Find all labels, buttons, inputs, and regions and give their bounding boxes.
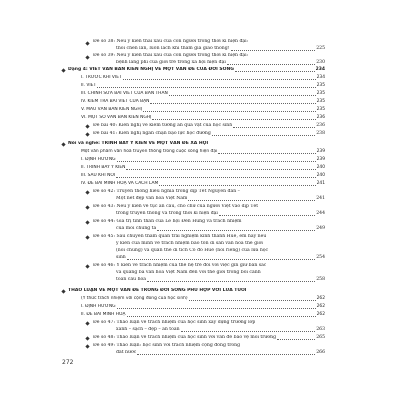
bullet-icon [85,55,89,59]
bullet-icon [85,124,89,128]
dot-leader [231,50,316,51]
bullet-icon [85,344,89,348]
toc-entry-38[interactable] [93,38,325,45]
toc-entry-42[interactable]: Đề số 42: Truyền thống hiếu nghĩa trong dịp Tết Nguyên đán – [93,189,240,194]
toc-entry-44[interactable]: Đề số 44: Giá trị tinh thần của Lễ hội Đền Hùng và trách nhiệm [93,219,242,224]
bullet-icon [85,190,89,194]
bullet-icon [61,289,65,293]
dot-leader [227,64,315,65]
bullet-icon [85,41,89,45]
toc-entry-43[interactable]: Đề số 43: Nêu ý kiến về tục ăn cầu, cho chữ của người Việt vào dịp Tết [93,204,259,209]
toc-entry-45-cont: ý kiến của mình về trách nhiệm bảo tồn di sản văn hóa thế giới [116,241,263,246]
toc-entry-45-cont2: (nói chung) và quần thể di tích Cố đô Huế (nói riêng) của lứa học [116,248,269,253]
toc-entry-49[interactable]: Đề số 49: Thảo luận: học sinh với trách nhiệm cộng đồng trong [93,343,241,348]
toc-section-noi-va-nghe[interactable]: Nói và nghe: TRÌNH BÀY Ý KIẾN VỀ MỘT VẤN ĐỀ XÃ HỘI [68,141,209,146]
toc-entry-39-cont: bệnh lãng phí của giới trẻ trong xã hội hiện đại 230 [116,60,325,65]
toc-chapter-dinh-huong-2[interactable]: I. ĐỊNH HƯỚNG 262 [81,304,325,309]
toc-entry-47[interactable]: Đề số 47: Thảo luận về trách nhiệm của học sinh xây dựng trường lớp [93,320,256,325]
toc-entry-41[interactable]: Đề bài 41: Kiến nghị ngăn chặn bạo lực học đường 238 [93,131,325,136]
toc-entry-46-cont2: toàn cầu hóa 258 [116,277,325,282]
bullet-icon [85,205,89,209]
toc-section-thao-luan[interactable]: THẢO LUẬN VỀ MỘT VẤN ĐỀ TRONG ĐỜI SỐNG PHÙ HỢP VỚI LỨA TUỔI [68,288,247,293]
toc-chapter-mau-van-ban[interactable]: V. MẪU VĂN BẢN KIẾN NGHỊ 235 [81,107,325,112]
toc-chapter-chinh-sua[interactable]: III. CHỈNH SỬA BÀI VIẾT CỦA BẢN THÂN 235 [81,91,325,96]
page-number: 272 [62,359,74,366]
toc-entry-47-cont: xanh – sạch – đẹp – an toàn 263 [116,327,325,332]
bullet-icon [85,235,89,239]
toc-chapter-kiem-tra[interactable]: IV. KIỂM TRA BÀI VIẾT CỦA BẠN 235 [81,99,325,104]
bullet-icon [85,220,89,224]
toc-entry-46-cont: và quảng bá văn hóa Việt Nam đến với thế giới trong bối cảnh [116,270,261,275]
toc-chapter-sau-khi-noi[interactable]: III. SAU KHI NÓI 240 [81,173,325,178]
toc-entry-38-cont: thói chen lấn, luồn lách khi tham gia giao thông! 225 [116,46,325,51]
toc-entry-39[interactable]: Đề số 39: Nêu ý kiến thái xấu của con người trong thời kì hiện đại: [93,53,249,58]
toc-chapter-truoc-khi-viet[interactable]: I. TRƯỚC KHI VIẾT 234 [81,75,325,80]
toc-chapter-de-bai-minh-hoa-2[interactable]: II. ĐỀ BÀI MINH HOẠ 262 [81,312,325,317]
toc-entry-45[interactable]: Đề số 45: Sau chuyến tham quan trải nghiệm kinh thành Huế, em hãy nêu [93,234,267,239]
toc-entry-45-cont3: sinh 254 [116,255,325,260]
dot-leader [235,71,315,72]
toc-entry-46[interactable]: Đề số 46: Ý kiến về trách nhiệm của thế hệ trẻ đối với việc gìn giữ bản sắc [93,263,267,268]
toc-chapter-mot-so-van-ban[interactable]: VI. MỘT SỐ VĂN BẢN KIẾN NGHỊ 236 [81,115,325,120]
toc-chapter-trinh-bay[interactable]: II. TRÌNH BÀY Ý KIẾN 240 [81,165,325,170]
toc-chapter-dinh-huong-1[interactable]: I. ĐỊNH HƯỚNG 239 [81,157,325,162]
toc-entry-title: Đề số 38: Nêu ý kiến thái xấu của con người trong thời kì hiện đại: [93,39,249,44]
toc-entry-49-cont: đất nước 266 [116,350,325,355]
bullet-icon [61,142,65,146]
toc-subtitle-van-pham[interactable]: Một văn phẩm văn hoá truyền thống trong cuộc sống hiện đại 239 [81,149,325,154]
toc-entry-44-cont: của mỗi chúng ta 249 [116,226,325,231]
toc-entry-40[interactable]: Đề bài 40: Kiến nghị về kiểm tương ăn quá vật của học sinh 236 [93,123,325,128]
bullet-icon [85,336,89,340]
toc-entry-42-cont: Một nét đẹp văn hóa Việt Nam 241 [116,196,325,201]
toc-page-number: 225 [316,46,325,51]
bullet-icon [85,264,89,268]
toc-section-dang-4[interactable]: Dạng 4: VIẾT VĂN BẢN KIẾN NGHỊ VỀ MỘT VẤN ĐỀ CỦA ĐỜI SỐNG 234 [68,67,325,72]
bullet-icon [85,132,89,136]
toc-chapter-de-bai-minh-hoa[interactable]: IV. ĐỀ BÀI MINH HOẠ VÀ CÁCH LÀM 241 [81,181,325,186]
toc-subtitle-y-thuc[interactable]: (Ý thức trách nhiệm với cộng đồng của học sinh) 262 [81,296,325,301]
bullet-icon [85,321,89,325]
bullet-icon [61,68,65,72]
toc-entry-43-cont: trong truyền thống và trong thời kì hiện đại 244 [116,211,325,216]
toc-entry-48[interactable]: Đề số 48: Thảo luận về trách nhiệm của học sinh với vấn đề bảo vệ môi trường 265 [93,335,325,340]
toc-chapter-viet[interactable]: II. VIẾT 235 [81,83,325,88]
